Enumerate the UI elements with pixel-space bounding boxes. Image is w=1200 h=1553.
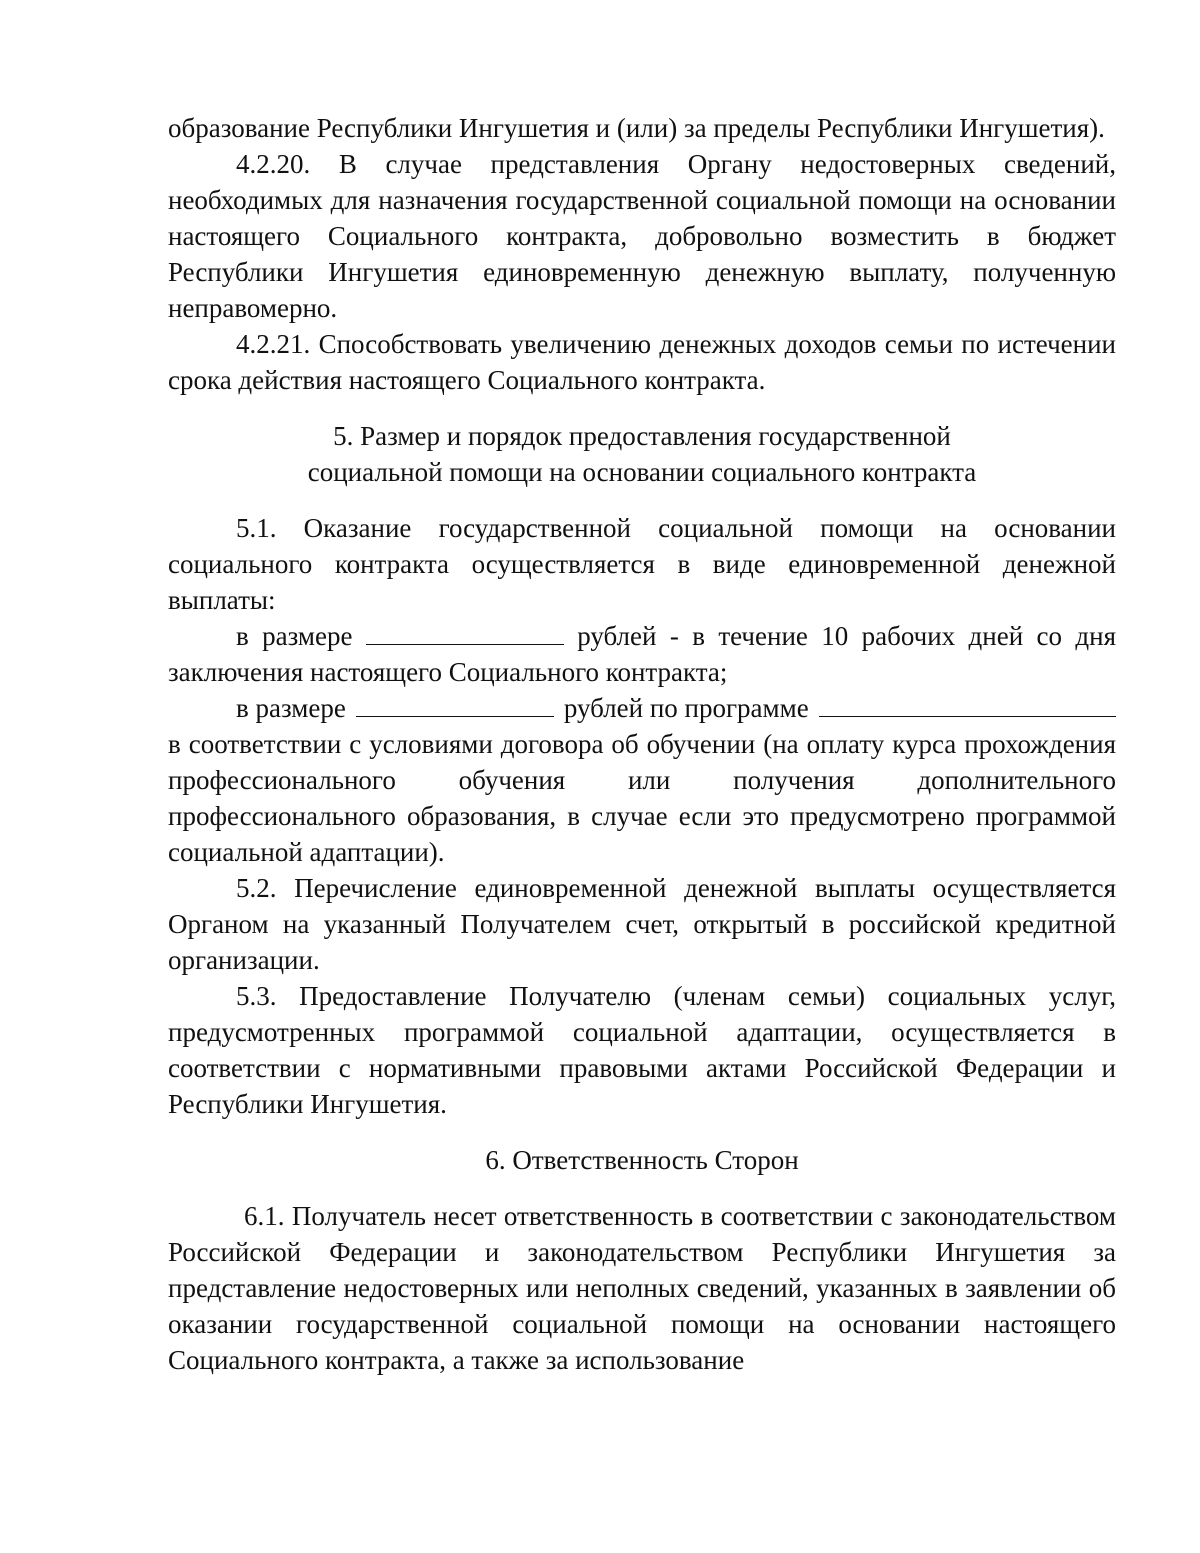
paragraph-4-2-20: 4.2.20. В случае представления Органу недостоверных сведений, необходимых для назначения государственной социальной помощи на основании настоящего Социального контракта, добровольно возместить в бюджет Республики Ингушетия единовременную денежную выплату, полученную неправомерно.	[168, 149, 1116, 323]
section-5-heading	[168, 418, 1116, 490]
paragraph-5-1: 5.1. Оказание государственной социальной помощи на основании социального контракта осуществляется в виде единовременной денежной выплаты:	[168, 513, 1116, 615]
amount-1-prefix: в размере	[236, 621, 353, 651]
amount-2-middle: рублей по программе	[563, 693, 809, 723]
section-6-heading: 6. Ответственность Сторон	[485, 1145, 799, 1175]
paragraph-5-2: 5.2. Перечисление единовременной денежной выплаты осуществляется Органом на указанный Получателем счет, открытый в российской кредитной организации.	[168, 873, 1116, 975]
section-5-heading-line-2: социальной помощи на основании социального контракта	[307, 457, 977, 487]
paragraph-continuation: образование Республики Ингушетия и (или) за пределы Республики Ингушетия).	[168, 113, 1105, 143]
section-5-heading-line-1: 5. Размер и порядок предоставления государственной	[333, 421, 951, 451]
paragraph-4-2-21: 4.2.21. Способствовать увеличению денежных доходов семьи по истечении срока действия настоящего Социального контракта.	[168, 329, 1116, 395]
amount-2-prefix: в размере	[236, 693, 346, 723]
amount-2-blank	[356, 692, 554, 717]
document-page	[168, 110, 1116, 1378]
amount-1-blank	[366, 620, 564, 645]
paragraph-6-1: 6.1. Получатель несет ответственность в соответствии с законодательством Российской Федерации и законодательством Республики Ингушетия за представление недостоверных или неполных сведений, указанных в заявлении об оказании государственной социальной помощи на основании настоящего Социального контракта, а также за использование	[168, 1201, 1116, 1375]
paragraph-5-3: 5.3. Предоставление Получателю (членам семьи) социальных услуг, предусмотренных программой социальной адаптации, осуществляется в соответствии с нормативными правовыми актами Российской Федерации и Республики Ингушетия.	[168, 981, 1116, 1119]
paragraph-amount-1	[168, 618, 1116, 690]
paragraph-amount-2-line	[168, 690, 1116, 726]
amount-1-suffix: рублей - в течение 10 рабочих дней со дня заключения настоящего Социального контракта;	[168, 621, 1116, 687]
paragraph-amount-2-rest: в соответствии с условиями договора об обучении (на оплату курса прохождения профессионального обучения или получения дополнительного профессионального образования, в случае если это предусмотрено программой социальной адаптации).	[168, 729, 1116, 867]
program-blank	[819, 692, 1116, 717]
